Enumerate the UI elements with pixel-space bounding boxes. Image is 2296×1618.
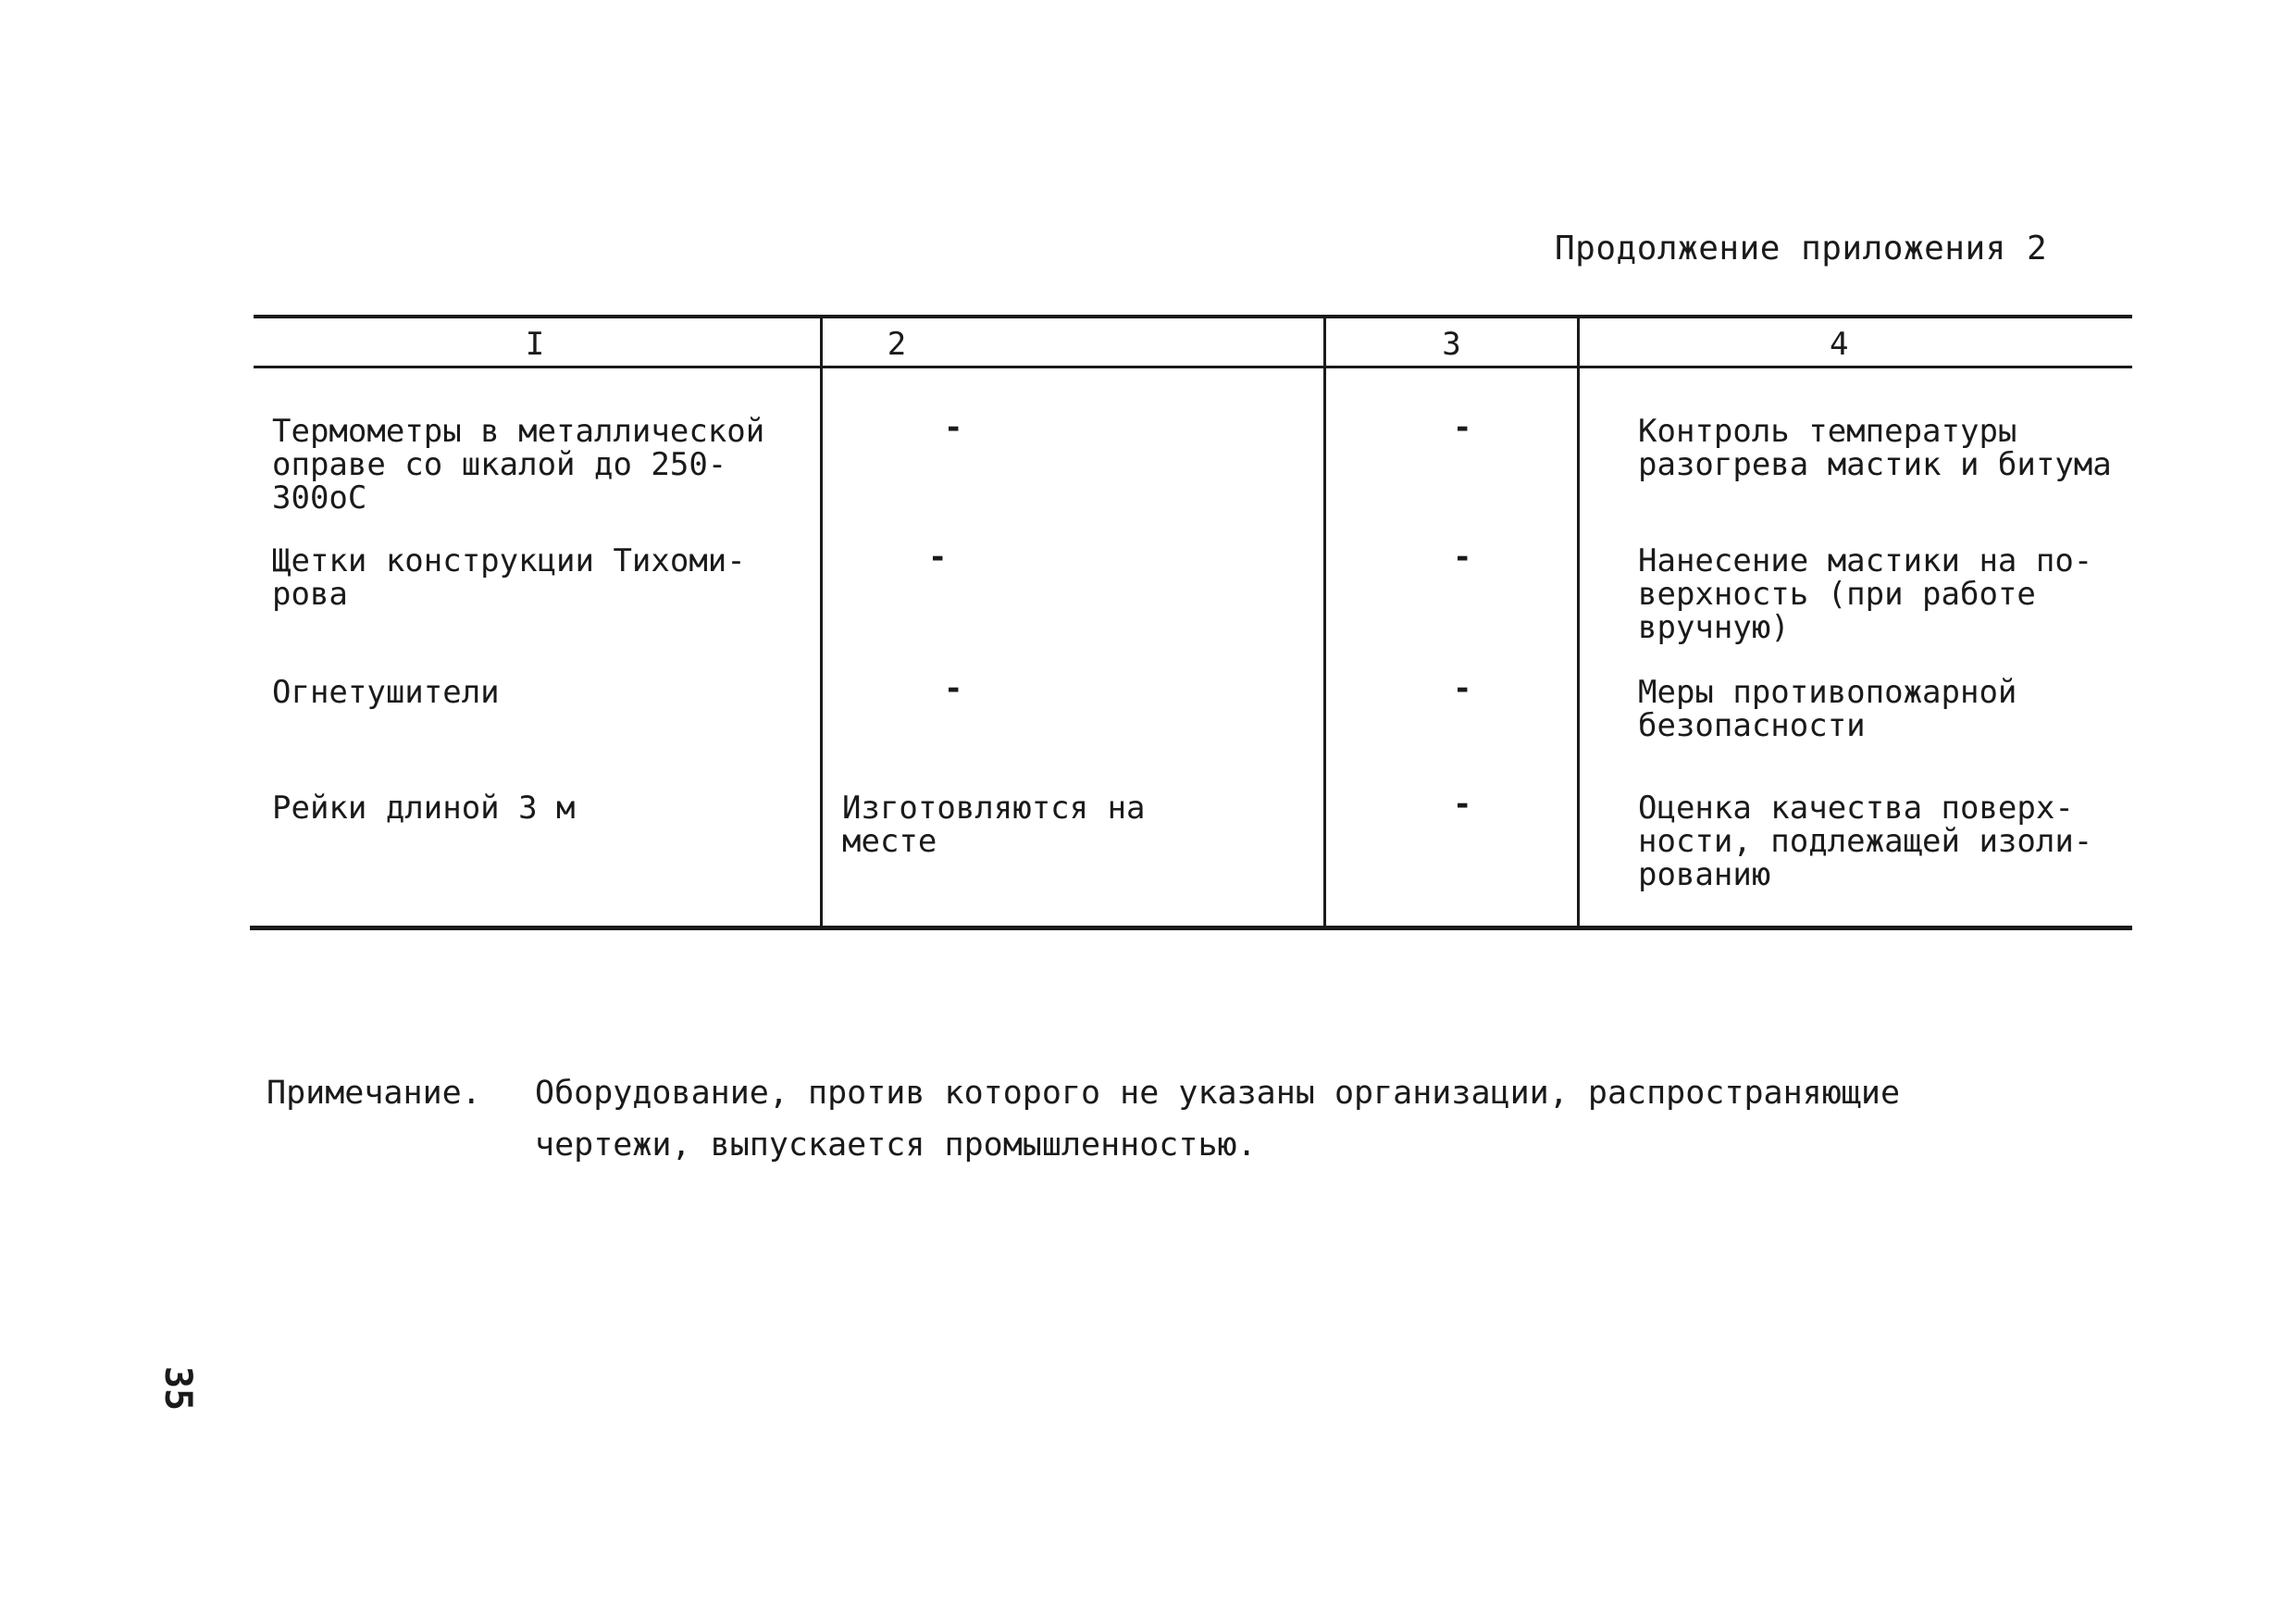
column-number-3: 3 (1442, 326, 1461, 363)
note-label: Примечание. (267, 1075, 481, 1112)
table-row-3-col2: - (944, 670, 963, 707)
table-bottom-rule (250, 926, 2132, 930)
table-row-1-col3: - (1453, 409, 1472, 446)
equipment-table (250, 315, 2132, 930)
table-row-1-purpose: Контроль температуры разогрева мастик и битума (1638, 413, 2112, 483)
note-block (267, 1067, 1969, 1171)
table-top-rule (254, 315, 2132, 318)
column-number-4: 4 (1830, 326, 1849, 363)
column-divider-2 (1323, 315, 1326, 927)
column-number-1: I (525, 326, 545, 363)
column-divider-3 (1577, 315, 1580, 927)
table-row-2-equipment: Щетки конструкции Тихоми- рова (272, 542, 746, 613)
page-number: 35 (156, 1365, 199, 1412)
table-header-rule (254, 366, 2132, 368)
note-text-line-2: чертежи, выпускается промышленностью. (535, 1126, 1257, 1164)
table-row-2-purpose: Нанесение мастики на по- верхность (при работе вручную) (1638, 542, 2093, 646)
table-row-1-col2: - (944, 409, 963, 446)
note-text-line-1: Оборудование, против которого не указаны организации, распространяющие (535, 1075, 1901, 1112)
column-number-2: 2 (887, 326, 907, 363)
table-row-3-purpose: Меры противопожарной безопасности (1638, 674, 2017, 744)
table-row-4-col2: Изготовляются на месте (842, 790, 1146, 860)
table-row-3-col3: - (1453, 670, 1472, 707)
table-row-4-equipment: Рейки длиной 3 м (272, 790, 576, 827)
table-row-3-equipment: Огнетушители (272, 674, 500, 711)
table-row-1-equipment: Термометры в металлической оправе со шкалой до 250- 300оС (272, 413, 765, 517)
table-row-2-col2: - (928, 539, 948, 576)
table-row-4-col3: - (1453, 786, 1472, 823)
table-row-2-col3: - (1453, 539, 1472, 576)
table-row-4-purpose: Оценка качества поверх- ности, подлежащей изоли- рованию (1638, 790, 2093, 893)
continuation-header: Продолжение приложения 2 (1555, 230, 2048, 268)
column-divider-1 (820, 315, 823, 927)
